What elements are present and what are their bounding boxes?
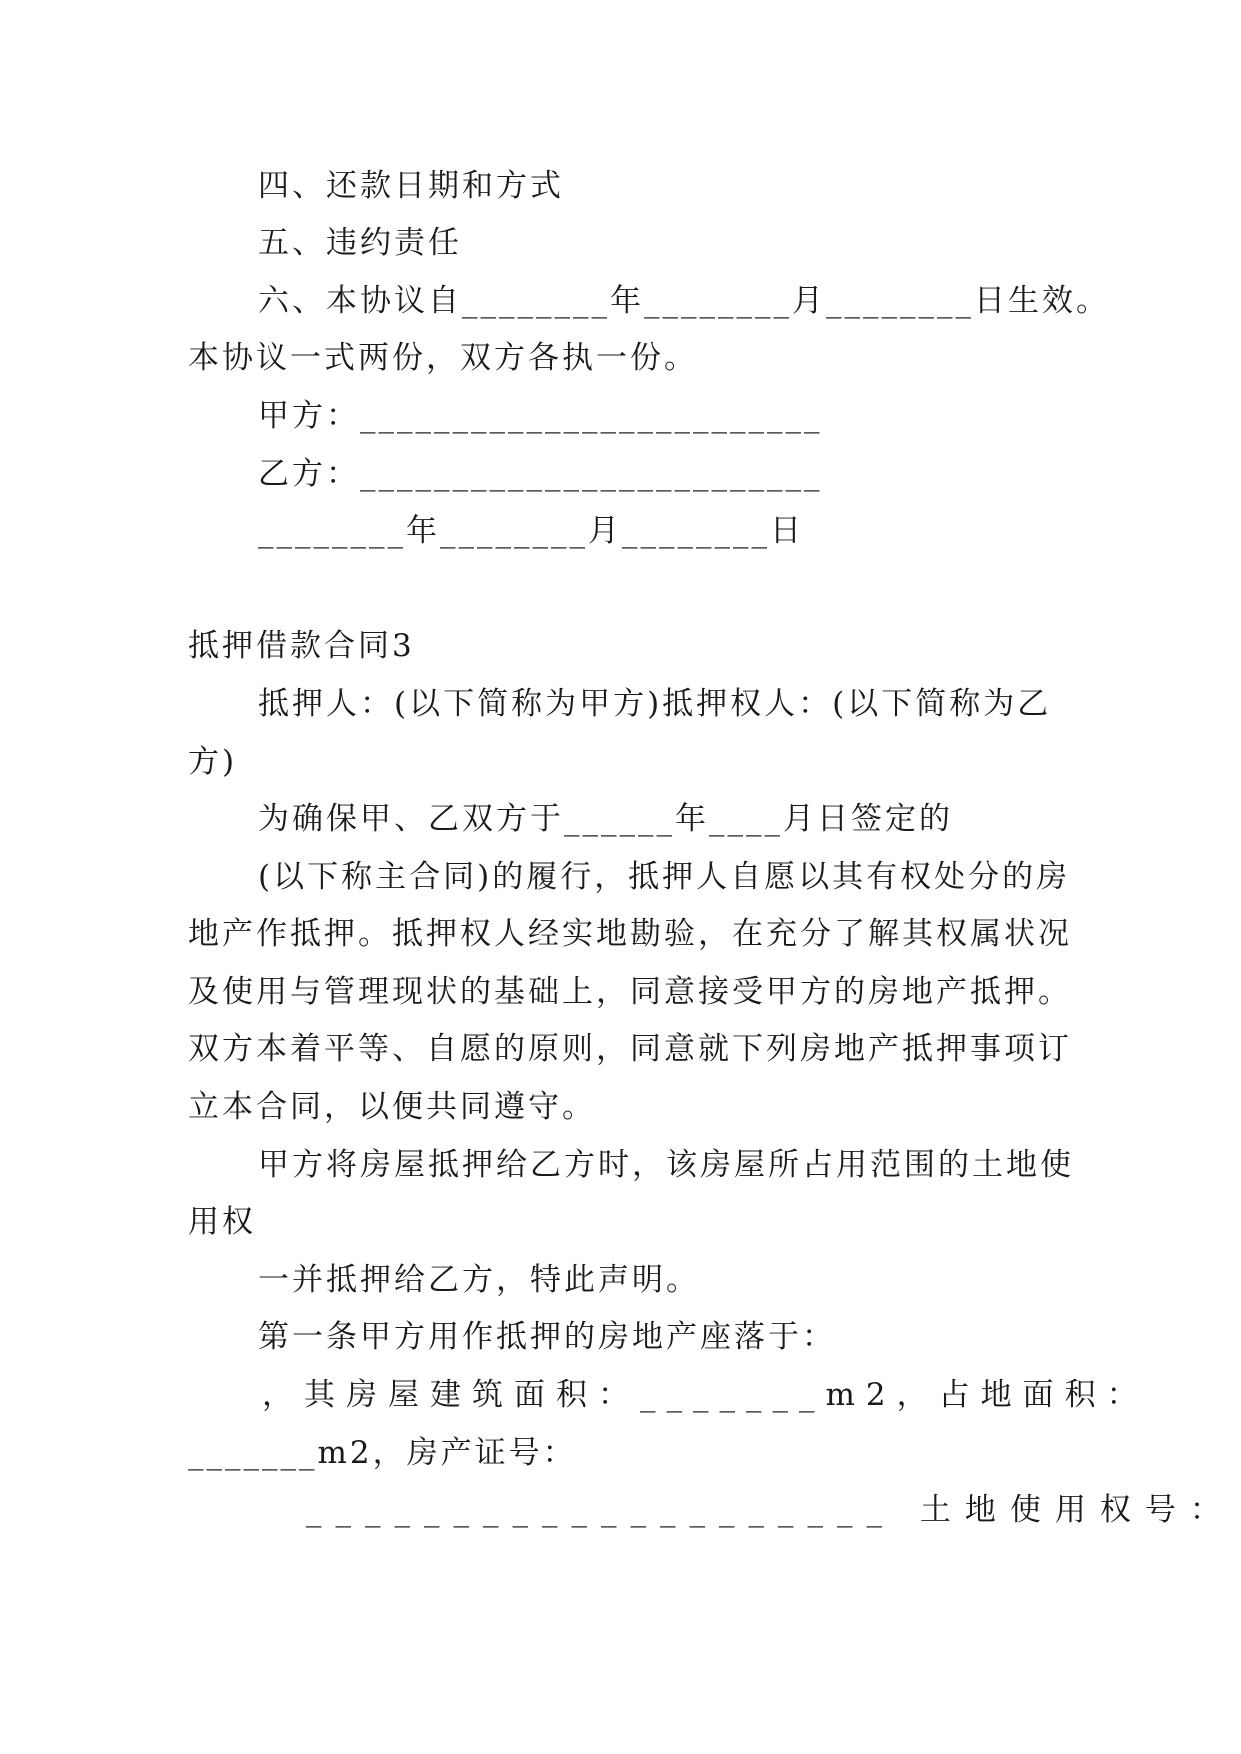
copies-statement: 本协议一式两份，双方各执一份。 xyxy=(188,340,698,376)
clause-5-liability: 五、违约责任 xyxy=(258,225,462,261)
purpose-line: 为确保甲、乙双方于______年____月日签定的 xyxy=(258,801,953,837)
clause-4-repayment: 四、还款日期和方式 xyxy=(258,168,564,204)
party-a-signature-line: 甲方：_________________________ xyxy=(258,398,823,434)
land-use-line-cont: 用权 xyxy=(188,1204,256,1240)
body-line-1: (以下称主合同)的履行，抵押人自愿以其有权处分的房 xyxy=(258,859,1071,895)
signing-date-line: ________年________月________日 xyxy=(258,513,804,549)
body-line-5: 立本合同，以便共同遵守。 xyxy=(188,1089,596,1125)
land-use-line: 甲方将房屋抵押给乙方时，该房屋所占用范围的土地使 xyxy=(258,1147,1074,1183)
parties-line: 抵押人：(以下简称为甲方)抵押权人：(以下简称为乙 xyxy=(258,686,1052,722)
party-b-signature-line: 乙方：_________________________ xyxy=(258,456,823,492)
area-line-cont: _______m2，房产证号： xyxy=(188,1435,577,1471)
body-line-2: 地产作抵押。抵押权人经实地勘验，在充分了解其权属状况 xyxy=(188,916,1072,952)
article-1-location: 第一条甲方用作抵押的房地产座落于： xyxy=(258,1319,836,1355)
area-line: ，其房屋建筑面积：_______m2，占地面积： xyxy=(262,1377,1149,1413)
body-line-4: 双方本着平等、自愿的原则，同意就下列房地产抵押事项订 xyxy=(188,1031,1072,1067)
clause-6-effective-date: 六、本协议自________年________月________日生效。 xyxy=(258,283,1110,319)
land-use-cert-line: ____________________ 土地使用权号： xyxy=(306,1492,1235,1528)
contract-3-title: 抵押借款合同3 xyxy=(188,628,415,664)
body-line-3: 及使用与管理现状的基础上，同意接受甲方的房地产抵押。 xyxy=(188,974,1072,1010)
parties-line-cont: 方) xyxy=(188,744,238,780)
declaration-line: 一并抵押给乙方，特此声明。 xyxy=(258,1262,700,1298)
